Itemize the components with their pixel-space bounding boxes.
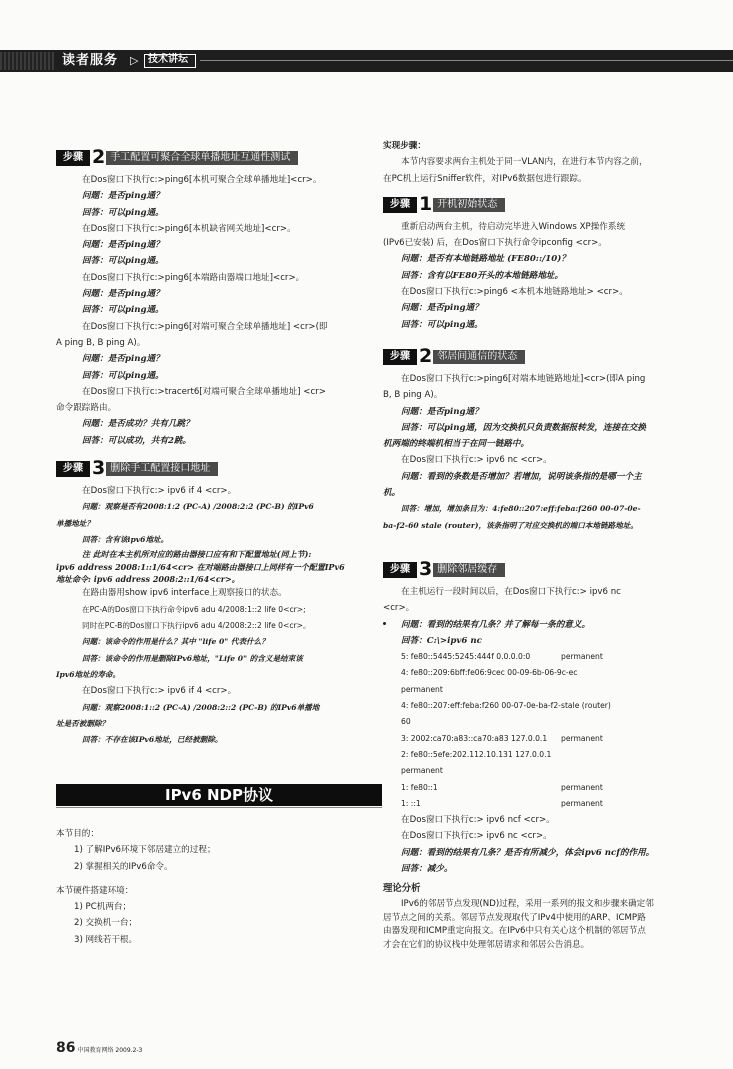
answer-line: 回答：可以ping通。 bbox=[82, 256, 164, 267]
body-line: 在Dos窗口下执行c:>ping6 <本机本地链路地址> <cr>。 bbox=[401, 287, 628, 298]
note-line: ipv6 address 2008:1::1/64<cr> 在对端路由器接口上同样有一个配置IPv6 bbox=[56, 561, 345, 572]
list-item: 2) 交换机一台； bbox=[74, 918, 138, 929]
theory-block bbox=[383, 880, 713, 952]
step-label: 步骤 bbox=[56, 150, 90, 166]
subcolumn-title: 技术讲坛 bbox=[148, 54, 188, 65]
body-line: 在PC-A的Dos窗口下执行命令ipv6 adu 4/2008:1::2 life 0<cr>; bbox=[82, 604, 306, 614]
header-rule bbox=[200, 60, 733, 61]
body-line: 在Dos窗口下执行c:> ipv6 if 4 <cr>。 bbox=[82, 686, 237, 697]
question-line: 单播地址？ bbox=[56, 518, 94, 528]
answer-line: 回答：不存在该IPv6地址，已经被删除。 bbox=[82, 735, 223, 745]
step-title: 邻居间通信的状态 bbox=[433, 350, 525, 364]
question-line: 问题：看到的结果有几条？是否有所减少，体会ipv6 ncf的作用。 bbox=[401, 847, 655, 858]
header-decoration bbox=[0, 52, 54, 70]
purpose-title: 本节目的： bbox=[56, 829, 99, 839]
answer-line: 机两端的终端机相当于在同一链路中。 bbox=[383, 439, 530, 450]
step-heading-2 bbox=[56, 148, 376, 166]
body-line: B, B ping A)。 bbox=[383, 390, 443, 401]
answer-line: 回答：含有以FE80开头的本地链路地址。 bbox=[401, 270, 564, 281]
answer-line: 回答：可以ping通，因为交换机只负责数据报转发，连接在交换 bbox=[401, 422, 646, 433]
step-title: 手工配置可聚合全球单播地址互通性测试 bbox=[106, 151, 298, 165]
body-line: IPv6的邻居节点发现(ND)过程，采用一系列的报文和步骤来确定邻 bbox=[401, 899, 654, 909]
body-line: 在Dos窗口下执行c:> ipv6 if 4 <cr>。 bbox=[82, 486, 237, 497]
question-line: 问题：是否有本地链路地址 (FE80::/10)？ bbox=[401, 254, 570, 265]
table-row: 3: 2002:ca70:a83::ca70:a83 127.0.0.1 permanent bbox=[401, 733, 603, 743]
body-line: 在主机运行一段时间以后，在Dos窗口下执行c:> ipv6 nc bbox=[401, 586, 621, 597]
answer-line: ba-f2-60 stale (router)，该条指明了对应交换机的端口本地链路地址。 bbox=[383, 520, 638, 530]
step-label: 步骤 bbox=[383, 562, 417, 578]
body-line: 才会在它们的协议栈中处理邻居请求和邻居公告消息。 bbox=[383, 939, 590, 950]
step-number: 1 bbox=[419, 192, 433, 215]
body-line: A ping B, B ping A)。 bbox=[56, 337, 146, 348]
question-line: 问题：是否ping通？ bbox=[82, 289, 164, 300]
body-line: 在Dos窗口下执行c:> ipv6 nc <cr>。 bbox=[401, 455, 552, 466]
purpose-block bbox=[56, 826, 376, 948]
body-line: 命令跟踪路由。 bbox=[56, 403, 117, 414]
step-number: 3 bbox=[92, 457, 106, 480]
body-line: 在Dos窗口下执行c:>tracert6[对端可聚合全球单播地址] <cr> bbox=[82, 386, 326, 397]
step-title: 开机初始状态 bbox=[433, 198, 505, 212]
question-line: 问题：观察是否有2008:1:2 (PC-A) /2008:2:2 (PC-B) 的IPv6 bbox=[82, 502, 314, 512]
body-line: 在Dos窗口下执行c:>ping6[对端可聚合全球单播地址] <cr>(即 bbox=[82, 321, 328, 332]
question-line: 问题：是否ping通？ bbox=[401, 406, 483, 417]
body-line: (IPv6已安装) 后，在Dos窗口下执行命令ipconfig <cr>。 bbox=[383, 238, 607, 249]
step-heading-1 bbox=[383, 192, 713, 215]
answer-line: 回答：含有该ipv6地址。 bbox=[82, 534, 169, 544]
column-title: 读者服务 bbox=[62, 53, 119, 68]
list-item: 2) 掌握相关的IPv6命令。 bbox=[74, 861, 173, 872]
step-number: 2 bbox=[419, 344, 433, 367]
answer-line: 回答：可以ping通。 bbox=[401, 319, 483, 330]
table-row: 4: fe80::209:6bff:fe06:9cec 00-09-6b-06-9c-ec permanent bbox=[401, 668, 578, 694]
step-heading-3r bbox=[383, 557, 713, 580]
body-line: 由器发现和ICMP重定向报文。在IPv6中只有关心这个机制的邻居节点 bbox=[383, 926, 646, 937]
step-label: 步骤 bbox=[56, 461, 90, 477]
answer-line: 回答：C:\>ipv6 nc bbox=[401, 635, 482, 646]
step-title: 删除邻居缓存 bbox=[433, 563, 505, 577]
step-number: 3 bbox=[419, 557, 433, 580]
body-line: 在Dos窗口下执行c:> ipv6 ncf <cr>。 bbox=[401, 815, 555, 826]
answer-line: Ipv6地址的寿命。 bbox=[56, 669, 121, 679]
theory-title: 理论分析 bbox=[383, 883, 421, 894]
question-line: 问题：观察2008:1::2 (PC-A) /2008:2::2 (PC-B) 的IPv6单播地 bbox=[82, 702, 320, 712]
hardware-title: 本节硬件搭建环境： bbox=[56, 885, 134, 896]
body-line: 在Dos窗口下执行c:> ipv6 nc <cr>。 bbox=[401, 831, 552, 842]
question-line: 址是否被删除？ bbox=[56, 718, 110, 728]
body-line: 在Dos窗口下执行c:>ping6[本端路由器端口地址]<cr>。 bbox=[82, 272, 305, 283]
answer-line: 回答：减少。 bbox=[401, 863, 453, 874]
body-line: 在Dos窗口下执行c:>ping6[对端本地链路地址]<cr>(即A ping bbox=[401, 373, 646, 384]
body-line: 居节点之间的关系。邻居节点发现取代了IPv4中使用的ARP、ICMP路 bbox=[383, 912, 646, 923]
step-title: 删除手工配置接口地址 bbox=[106, 462, 218, 476]
question-line: 问题：是否ping通？ bbox=[401, 303, 483, 314]
list-item: 3) 网线若干根。 bbox=[74, 934, 138, 945]
answer-line: 回答：可以ping通。 bbox=[82, 207, 164, 218]
page-number: 86 bbox=[56, 1040, 76, 1056]
bullet-mark bbox=[383, 622, 386, 625]
body-line: 同时在PC-B的Dos窗口下执行ipv6 adu 4/2008:2::2 life 0<cr>。 bbox=[82, 621, 311, 631]
step-number: 2 bbox=[92, 146, 106, 168]
neighbor-cache-table bbox=[383, 649, 713, 812]
body-line: 重新启动两台主机，待启动完毕进入Windows XP操作系统 bbox=[401, 221, 626, 232]
question-line: 问题：看到的条数是否增加？若增加，说明该条指的是哪一个主 bbox=[401, 471, 642, 482]
body-line: 在Dos窗口下执行c:>ping6[本机可聚合全球单播地址]<cr>。 bbox=[82, 175, 322, 185]
answer-line: 回答：可以ping通。 bbox=[82, 305, 164, 316]
section-title: IPv6 NDP协议 bbox=[56, 784, 382, 806]
body-line: 在Dos窗口下执行c:>ping6[本机缺省网关地址]<cr>。 bbox=[82, 223, 296, 234]
table-row: 4: fe80::207:eff:feba:f260 00-07-0e-ba-f2-60 stale (router) bbox=[401, 701, 611, 727]
answer-line: 回答：可以成功，共有2跳。 bbox=[82, 435, 192, 446]
table-row: 2: fe80::5efe:202.112.10.131 127.0.0.1 permanent bbox=[401, 749, 552, 776]
section-rule bbox=[56, 807, 382, 808]
question-line: 问题：是否ping通？ bbox=[82, 354, 164, 365]
note-line: 注 此时在本主机所对应的路由器接口应有和下配置地址(同上节): bbox=[82, 549, 312, 560]
answer-line: 回答：可以ping通。 bbox=[82, 370, 164, 381]
page-footer bbox=[56, 1037, 142, 1056]
body-line: 在PC机上运行Sniffer软件，对IPv6数据包进行跟踪。 bbox=[383, 173, 587, 184]
list-item: 1) 了解IPv6环境下邻居建立的过程； bbox=[74, 845, 216, 856]
right-column bbox=[383, 138, 713, 877]
question-line: 问题：是否ping通？ bbox=[82, 240, 164, 251]
body-line: 本节内容要求两台主机处于同一VLAN内，在进行本节内容之前， bbox=[401, 157, 648, 168]
table-row: 1: fe80::1 permanent bbox=[401, 782, 603, 792]
impl-title: 实现步骤： bbox=[383, 141, 426, 151]
body-line: <cr>。 bbox=[383, 603, 415, 614]
question-line: 机。 bbox=[383, 488, 401, 499]
step-heading-2r bbox=[383, 344, 713, 367]
table-row: 1: ::1 permanent bbox=[401, 798, 603, 808]
table-row: 5: fe80::5445:5245:444f 0.0.0.0:0 permanent bbox=[401, 652, 603, 662]
question-line: 问题：看到的结果有几条？并了解每一条的意义。 bbox=[401, 619, 591, 630]
question-line: 问题：是否成功？共有几跳？ bbox=[82, 419, 194, 430]
step-heading-3 bbox=[56, 457, 376, 480]
answer-line: 回答：该命令的作用是删除IPv6地址，"Life 0" 的含义是结束该 bbox=[82, 653, 303, 663]
step-label: 步骤 bbox=[383, 349, 417, 365]
question-line: 问题：是否ping通？ bbox=[82, 191, 164, 202]
arrow-icon: ▷ bbox=[130, 54, 139, 67]
note-line: 地址命令: ipv6 address 2008:2::1/64<cr>。 bbox=[56, 574, 240, 585]
footer-text: 中国教育网络 2009.2-3 bbox=[77, 1047, 143, 1054]
answer-line: 回答：增加，增加条目为：4:fe80::207:eff:feba:f260 00-07-0e- bbox=[401, 504, 641, 514]
left-column bbox=[56, 144, 376, 748]
question-line: 问题：该命令的作用是什么？其中 "life 0" 代表什么？ bbox=[82, 637, 269, 647]
body-line: 在路由器用show ipv6 interface上观察接口的状态。 bbox=[82, 588, 287, 599]
step-label: 步骤 bbox=[383, 197, 417, 213]
list-item: 1) PC机两台； bbox=[74, 902, 132, 913]
